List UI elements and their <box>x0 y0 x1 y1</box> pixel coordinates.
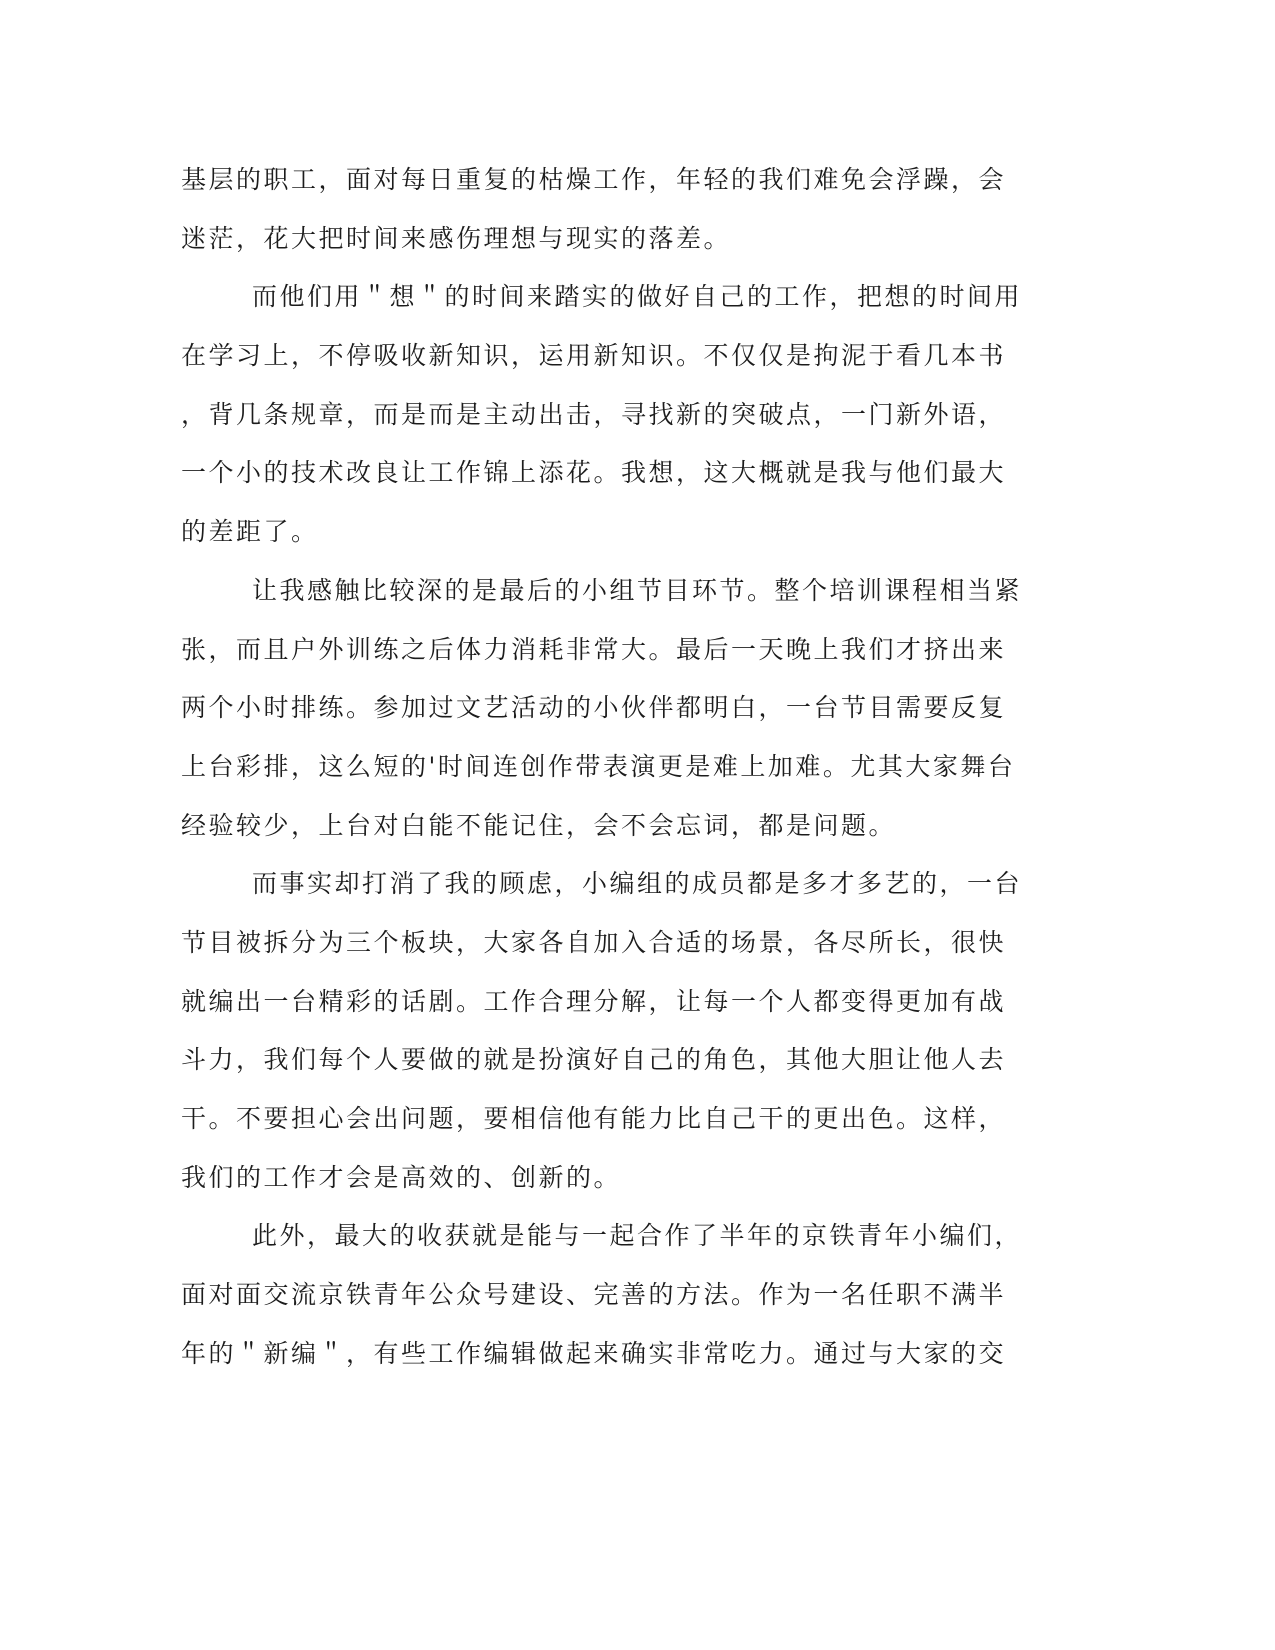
text-line: 经验较少，上台对白能不能记住，会不会忘词，都是问题。 <box>181 810 897 840</box>
paragraph <box>181 151 1041 268</box>
text-line: ，背几条规章，而是而是主动出击，寻找新的突破点，一门新外语， <box>181 399 1007 429</box>
text-line: 斗力，我们每个人要做的就是扮演好自己的角色，其他大胆让他人去 <box>181 1045 1007 1075</box>
text-line: 基层的职工，面对每日重复的枯燥工作，年轻的我们难免会浮躁，会 <box>181 165 1007 194</box>
text-line: 让我感触比较深的是最后的小组节目环节。整个培训课程相当紧 <box>252 575 1023 605</box>
paragraph <box>181 855 1041 1207</box>
text-line: 一个小的技术改良让工作锦上添花。我想，这大概就是我与他们最大 <box>181 458 1007 488</box>
text-line: 此外，最大的收获就是能与一起合作了半年的京铁青年小编们， <box>252 1221 1023 1251</box>
text-line: 节目被拆分为三个板块，大家各自加入合适的场景，各尽所长，很快 <box>181 927 1007 957</box>
text-line: 在学习上，不停吸收新知识，运用新知识。不仅仅是拘泥于看几本书 <box>181 341 1007 371</box>
text-line: 迷茫，花大把时间来感伤理想与现实的落差。 <box>181 223 732 253</box>
text-line: 上台彩排，这么短的'时间连创作带表演更是难上加难。尤其大家舞台 <box>181 751 1016 781</box>
text-line: 干。不要担心会出问题，要相信他有能力比自己干的更出色。这样， <box>181 1104 1007 1133</box>
text-line: 就编出一台精彩的话剧。工作合理分解，让每一个人都变得更加有战 <box>181 986 1007 1016</box>
text-line: 张，而且户外训练之后体力消耗非常大。最后一天晚上我们才挤出来 <box>181 634 1007 664</box>
paragraph <box>181 268 1041 561</box>
text-line: 面对面交流京铁青年公众号建设、完善的方法。作为一名任职不满半 <box>181 1280 1007 1310</box>
paragraph <box>181 562 1041 855</box>
document-body <box>181 151 1041 1383</box>
text-line: 的差距了。 <box>181 517 319 547</box>
text-line: 年的＂新编＂，有些工作编辑做起来确实非常吃力。通过与大家的交 <box>181 1338 1007 1368</box>
text-line: 而事实却打消了我的顾虑，小编组的成员都是多才多艺的，一台 <box>252 869 1023 899</box>
paragraph <box>181 1207 1041 1383</box>
text-line: 而他们用＂想＂的时间来踏实的做好自己的工作，把想的时间用 <box>252 282 1023 312</box>
text-line: 我们的工作才会是高效的、创新的。 <box>181 1162 622 1192</box>
text-line: 两个小时排练。参加过文艺活动的小伙伴都明白，一台节目需要反复 <box>181 693 1007 723</box>
